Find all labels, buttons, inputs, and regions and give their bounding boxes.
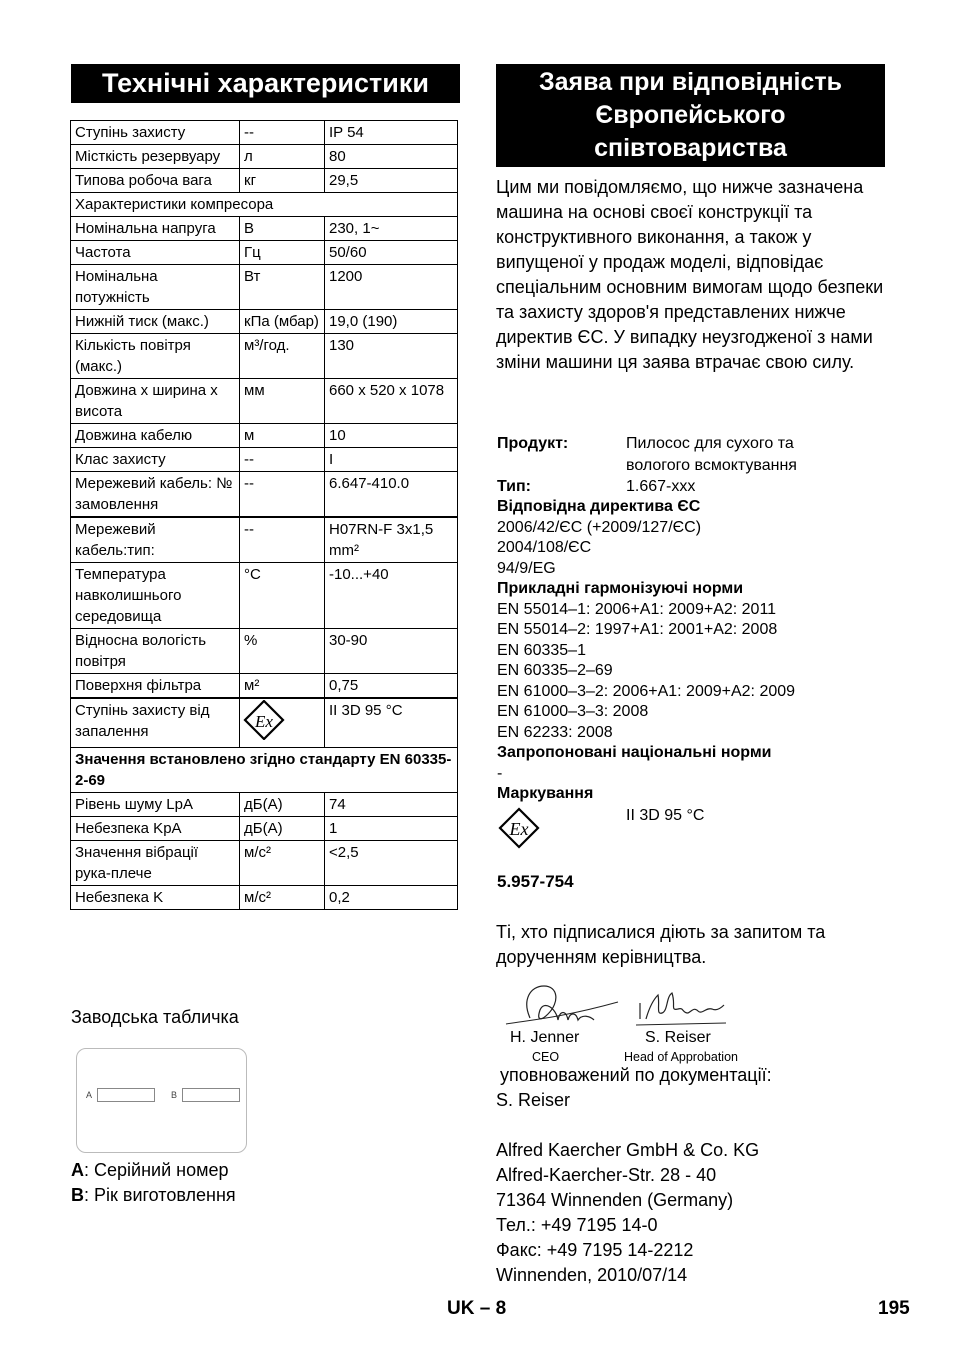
- company-address: Alfred Kaercher GmbH & Co. KG Alfred-Kaercher-Str. 28 - 40 71364 Winnenden (Germany) Тел.: +49 7195 14-0 Факс: +49 7195 14-2212 Winnenden, 2010/07/14: [496, 1140, 760, 1285]
- section-label: UK – 8: [447, 1298, 507, 1319]
- table-section-cell: Значення встановлено згідно стандарту EN 60335-2-69: [71, 748, 458, 793]
- table-cell: м²: [240, 674, 325, 699]
- table-cell: Відносна вологість повітря: [71, 629, 240, 674]
- table-cell: --: [240, 517, 325, 563]
- table-cell: Частота: [71, 241, 240, 265]
- table-cell: Нижній тиск (макс.): [71, 310, 240, 334]
- plate-field-b: [182, 1088, 240, 1102]
- table-cell: 0,2: [325, 886, 458, 910]
- table-cell: 130: [325, 334, 458, 379]
- ex-symbol-icon: [498, 807, 540, 849]
- table-cell: --: [240, 472, 325, 518]
- table-cell: В: [240, 217, 325, 241]
- table-cell: H07RN-F 3x1,5 mm²: [325, 517, 458, 563]
- table-cell: 660 x 520 x 1078: [325, 379, 458, 424]
- table-row: [71, 310, 458, 334]
- page-number: 195: [878, 1298, 910, 1319]
- right-heading: Заява при відповідність Європейського співтовариства: [496, 64, 885, 167]
- table-row: [71, 379, 458, 424]
- table-row: [71, 448, 458, 472]
- table-cell: 19,0 (190): [325, 310, 458, 334]
- table-row: [71, 517, 458, 563]
- table-cell: --: [240, 121, 325, 145]
- table-cell: Ступінь захисту від запалення: [71, 698, 240, 748]
- signer1-role: CEO: [532, 1050, 560, 1064]
- table-cell: Клас захисту: [71, 448, 240, 472]
- table-cell: Мережевий кабель: № замовлення: [71, 472, 240, 518]
- table-cell: Небезпека KpA: [71, 817, 240, 841]
- signer2-role: Head of Approbation: [624, 1050, 738, 1064]
- table-cell: I: [325, 448, 458, 472]
- type-value: 1.667-xxx: [626, 478, 696, 495]
- table-cell: Температура навколишнього середовища: [71, 563, 240, 629]
- table-cell: Ступінь захисту: [71, 121, 240, 145]
- table-cell: 74: [325, 793, 458, 817]
- table-cell: Довжина кабелю: [71, 424, 240, 448]
- declaration-intro: Цим ми повідомляємо, що нижче зазначена машина на основі своєї конструкції та конструктивного виконання, а також у випущеної у продаж моделі, відповідає спеціальним основним вимогам щодо безпеки та захисту здоров'я представлених нижче директив ЄС. У випадку неузгодженої з нами зміни машини ця заява втрачає свою силу.: [496, 177, 884, 372]
- table-cell: 1: [325, 817, 458, 841]
- table-row: [71, 265, 458, 310]
- table-section-cell: Характеристики компресора: [71, 193, 458, 217]
- table-cell: Значення вібрації рука-плече: [71, 841, 240, 886]
- table-row: [71, 886, 458, 910]
- table-cell: 230, 1~: [325, 217, 458, 241]
- table-row: [71, 563, 458, 629]
- table-row: [71, 472, 458, 518]
- table-cell: Поверхня фільтра: [71, 674, 240, 699]
- signers-text: Ті, хто підписалися діють за запитом та дорученням керівництва.: [496, 922, 826, 967]
- directives-block: Відповідна директива ЄС 2006/42/ЄС (+2009/127/ЄС) 2004/108/ЄС 94/9/EG Прикладні гармонізуючі норми EN 55014–1: 2006+A1: 2009+A2: 2011 EN 55014–2: 1997+A1: 2001+A2: 2008 EN 60335–1 EN 60335–2–69 EN 61000–3–2: 2006+A1: 2009+A2: 2009 EN 61000–3–3: 2008 EN 62233: 2008 Запропоновані національні норми - Маркування: [497, 498, 796, 802]
- nameplate-illustration: [76, 1048, 247, 1153]
- table-cell: дБ(A): [240, 793, 325, 817]
- table-row: [71, 241, 458, 265]
- table-row: [71, 424, 458, 448]
- table-cell: кПа (мбар): [240, 310, 325, 334]
- table-cell: Номінальна напруга: [71, 217, 240, 241]
- table-row: [71, 698, 458, 748]
- table-cell: Вт: [240, 265, 325, 310]
- product-value: Пилосос для сухого та вологого всмоктування: [626, 435, 797, 474]
- marking-value: II 3D 95 °C: [626, 807, 705, 824]
- table-cell: Рівень шуму LpA: [71, 793, 240, 817]
- table-cell: 0,75: [325, 674, 458, 699]
- table-cell: 6.647-410.0: [325, 472, 458, 518]
- table-row: [71, 817, 458, 841]
- table-cell: Місткість резервуару: [71, 145, 240, 169]
- table-cell: <2,5: [325, 841, 458, 886]
- table-row: [71, 629, 458, 674]
- svg-text:Ex: Ex: [509, 819, 529, 839]
- type-label: Тип:: [497, 478, 531, 495]
- nameplate-title: Заводська табличка: [71, 1007, 239, 1027]
- table-cell: 30-90: [325, 629, 458, 674]
- table-cell: мм: [240, 379, 325, 424]
- table-cell: Типова робоча вага: [71, 169, 240, 193]
- table-row: [71, 748, 458, 793]
- table-cell: 10: [325, 424, 458, 448]
- table-row: [71, 334, 458, 379]
- table-cell: Гц: [240, 241, 325, 265]
- table-cell: кг: [240, 169, 325, 193]
- table-row: [71, 145, 458, 169]
- signer1-name: H. Jenner: [510, 1029, 580, 1046]
- table-cell: дБ(A): [240, 817, 325, 841]
- table-cell: °C: [240, 563, 325, 629]
- table-row: [71, 193, 458, 217]
- plate-label-a: A: [86, 1090, 93, 1100]
- product-label: Продукт:: [497, 435, 569, 452]
- table-cell: Номінальна потужність: [71, 265, 240, 310]
- table-cell: 50/60: [325, 241, 458, 265]
- tech-spec-table: [70, 120, 458, 910]
- table-cell: м/с²: [240, 841, 325, 886]
- table-row: [71, 169, 458, 193]
- table-cell: Мережевий кабель:тип:: [71, 517, 240, 563]
- table-row: [71, 121, 458, 145]
- table-cell: л: [240, 145, 325, 169]
- table-cell: IP 54: [325, 121, 458, 145]
- plate-label-b: B: [171, 1090, 178, 1100]
- table-cell: --: [240, 448, 325, 472]
- table-cell: 80: [325, 145, 458, 169]
- table-cell: -10...+40: [325, 563, 458, 629]
- table-row: [71, 841, 458, 886]
- legend-b: B: Рік виготовлення: [71, 1185, 236, 1205]
- authorized-name: S. Reiser: [496, 1090, 571, 1110]
- table-cell: м³/год.: [240, 334, 325, 379]
- signature-jenner-icon: [500, 980, 625, 1032]
- signer2-name: S. Reiser: [645, 1029, 711, 1046]
- table-cell: м: [240, 424, 325, 448]
- table-row: [71, 793, 458, 817]
- svg-text:Ex: Ex: [255, 712, 273, 731]
- document-number: 5.957-754: [497, 872, 574, 891]
- table-cell: 29,5: [325, 169, 458, 193]
- left-heading: Технічні характеристики: [71, 64, 460, 103]
- table-cell: [240, 698, 325, 748]
- plate-field-a: [97, 1088, 155, 1102]
- table-cell: м/с²: [240, 886, 325, 910]
- table-row: [71, 217, 458, 241]
- table-cell: 1200: [325, 265, 458, 310]
- ex-symbol-icon: [243, 700, 285, 740]
- legend-a: A: Серійний номер: [71, 1160, 229, 1180]
- table-row: [71, 674, 458, 699]
- authorized-label: уповноважений по документації:: [500, 1065, 772, 1085]
- table-cell: Кількість повітря (макс.): [71, 334, 240, 379]
- table-cell: II 3D 95 °C: [325, 698, 458, 748]
- signature-reiser-icon: [632, 985, 732, 1030]
- table-cell: Небезпека K: [71, 886, 240, 910]
- table-cell: %: [240, 629, 325, 674]
- table-cell: Довжина x ширина x висота: [71, 379, 240, 424]
